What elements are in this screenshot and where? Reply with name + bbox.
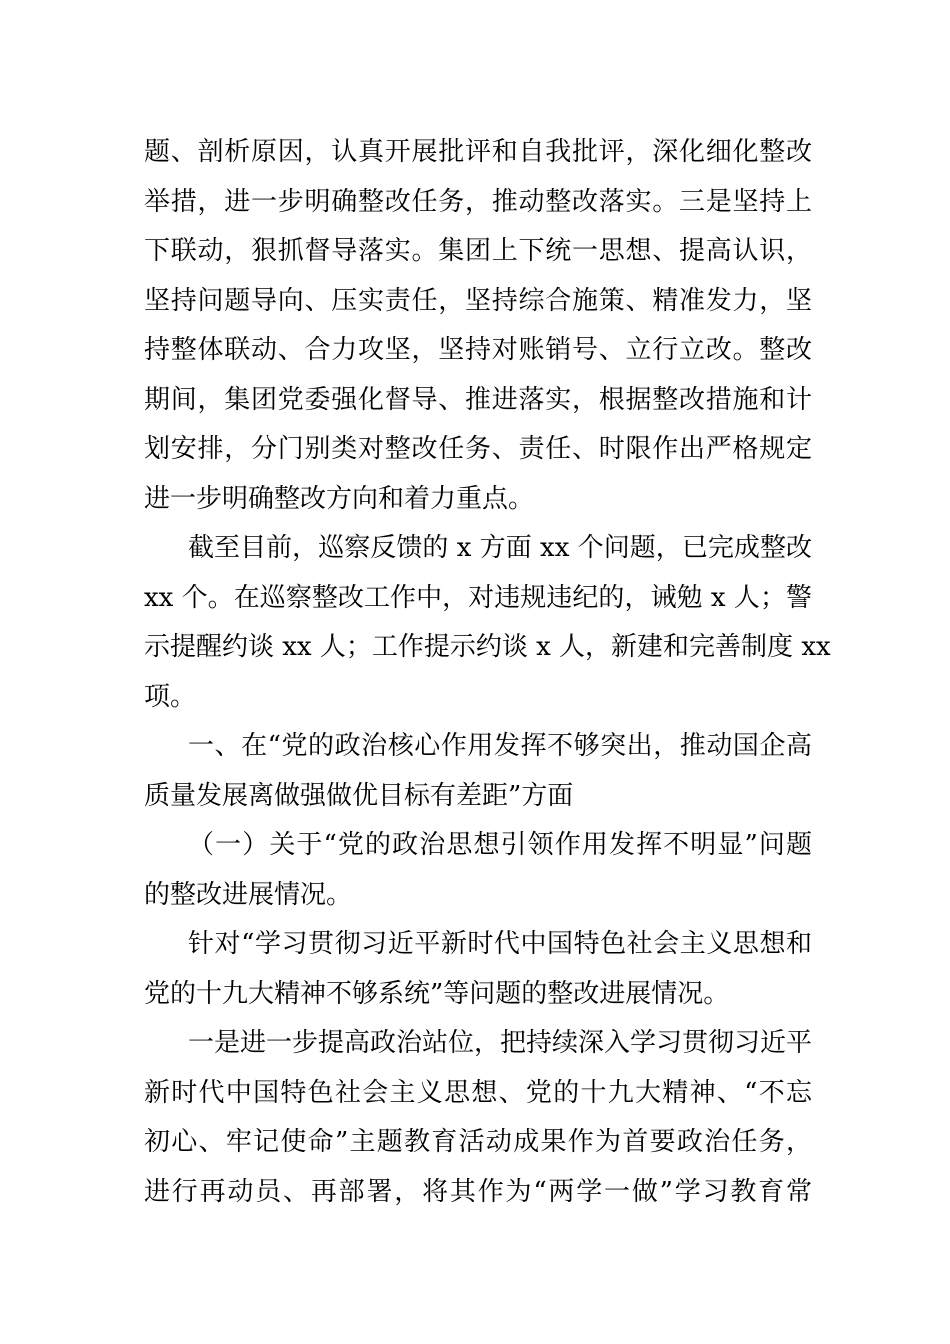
text-line: 新时代中国特色社会主义思想、党的十九大精神、“不忘 [144,1077,812,1108]
text-line: 题、剖析原因，认真开展批评和自我批评，深化细化整改 [144,137,812,167]
text-line: 初心、牢记使命”主题教育活动成果作为首要政治任务， [144,1127,812,1157]
text-line: 期间，集团党委强化督导、推进落实，根据整改措施和计 [144,384,812,415]
paragraph-continuation [144,128,812,524]
subsection-heading-1 [144,821,812,920]
paragraph-progress-summary [144,524,831,722]
text-line: 示提醒约谈 xx 人；工作提示约谈 x 人，新建和完善制度 xx [144,632,831,662]
text-line: 持整体联动、合力攻坚，坚持对账销号、立行立改。整改 [144,335,812,365]
paragraph-measure-1 [144,1019,812,1217]
text-line: 党的十九大精神不够系统”等问题的整改进展情况。 [144,978,730,1009]
document-body [144,128,831,1217]
text-line: 举措，进一步明确整改任务，推动整改落实。三是坚持上 [144,186,812,217]
text-line: 质量发展离做强做优目标有差距”方面 [144,780,574,811]
text-line: 截至目前，巡察反馈的 x 方面 xx 个问题，已完成整改 [188,533,812,563]
text-line: 进行再动员、再部署，将其作为“两学一做”学习教育常 [144,1176,812,1207]
text-line: 针对“学习贯彻习近平新时代中国特色社会主义思想和 [188,929,812,959]
text-line: （一）关于“党的政治思想引领作用发挥不明显”问题 [188,830,812,860]
text-line: 项。 [144,681,197,712]
text-line: 进一步明确整改方向和着力重点。 [144,483,535,514]
text-line: xx 个。在巡察整改工作中，对违规违纪的，诫勉 x 人；警 [144,582,812,613]
paragraph-targeting [144,920,812,1019]
text-line: 下联动，狠抓督导落实。集团上下统一思想、提高认识， [144,236,812,266]
text-line: 一、在“党的政治核心作用发挥不够突出，推动国企高 [188,731,812,761]
text-line: 坚持问题导向、压实责任，坚持综合施策、精准发力，坚 [144,285,812,316]
section-heading-1 [144,722,812,821]
text-line: 的整改进展情况。 [144,879,353,910]
text-line: 一是进一步提高政治站位，把持续深入学习贯彻习近平 [188,1028,813,1058]
text-line: 划安排，分门别类对整改任务、责任、时限作出严格规定 [144,434,812,464]
